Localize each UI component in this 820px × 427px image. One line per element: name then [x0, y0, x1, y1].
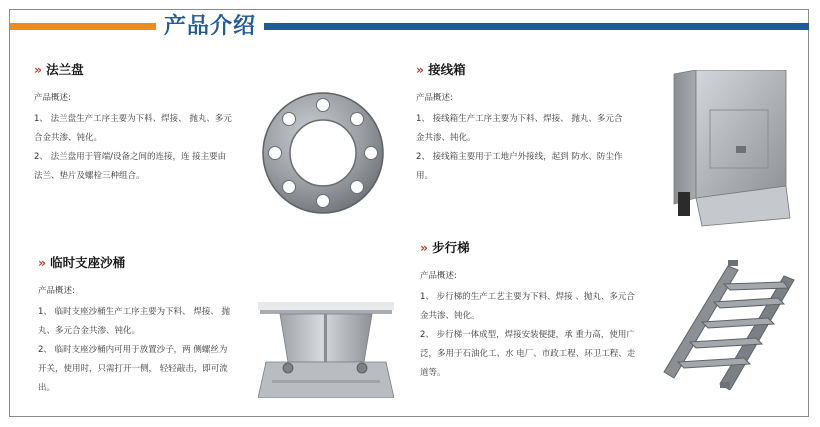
body-line: 2、 法兰盘用于管端/设备之间的连接，连 接主要由 — [34, 152, 227, 162]
section-body — [38, 303, 253, 398]
section-title: 接线箱 — [428, 62, 466, 77]
double-chevron-right-icon: » — [416, 62, 425, 77]
body-line: 1、 接线箱生产工序主要为下料、焊接、 抛丸、多元合 — [416, 114, 623, 124]
junction-box-image — [666, 70, 792, 228]
section-title: 临时支座沙桶 — [50, 255, 126, 270]
section-heading — [34, 62, 249, 78]
section-flange — [34, 62, 249, 186]
body-line: 泛，多用于石油化工、水 电厂、市政工程、环卫工程、走 — [420, 349, 636, 359]
section-heading — [420, 240, 655, 256]
section-heading — [416, 62, 651, 78]
body-line: 用。 — [416, 171, 434, 181]
body-line: 出。 — [38, 383, 56, 393]
body-line: 2、 步行梯一体成型，焊接安装便捷，承 重力高，使用广 — [420, 330, 635, 340]
body-line: 2、 临时支座沙桶内可用于放置沙子，两 侧螺丝为 — [38, 345, 228, 355]
body-line: 合金共渗、钝化。 — [34, 133, 103, 143]
document-frame — [9, 9, 809, 417]
header-bar-orange — [10, 23, 156, 30]
section-subtitle: 产品概述: — [34, 93, 71, 103]
double-chevron-right-icon: » — [38, 255, 47, 270]
section-sand-bucket — [38, 255, 253, 398]
body-line: 金共渗、钝化。 — [420, 311, 480, 321]
body-line: 开关，使用时，只需打开一侧， 轻轻敲击，即可流 — [38, 364, 228, 374]
body-line: 道等。 — [420, 368, 446, 378]
section-body — [416, 110, 651, 186]
double-chevron-right-icon: » — [34, 62, 43, 77]
double-chevron-right-icon: » — [420, 240, 429, 255]
body-line: 金共渗、钝化。 — [416, 133, 476, 143]
section-subtitle: 产品概述: — [38, 286, 75, 296]
body-line: 1、 步行梯的生产工艺主要为下料、焊接 、抛丸、多元合 — [420, 292, 635, 302]
body-line: 2、 接线箱主要用于工地户外接线，起到 防水、防尘作 — [416, 152, 623, 162]
section-subtitle: 产品概述: — [420, 271, 457, 281]
section-title: 步行梯 — [432, 240, 470, 255]
body-line: 1、 临时支座沙桶生产工序主要为下料、 焊接、 抛 — [38, 307, 231, 317]
section-subtitle: 产品概述: — [416, 93, 453, 103]
flange-image — [258, 88, 388, 218]
page-title: 产品介绍 — [163, 14, 256, 39]
sand-bucket-image — [258, 302, 394, 398]
body-line: 丸、多元合金共渗、钝化。 — [38, 326, 141, 336]
body-line: 1、 法兰盘生产工序主要为下料、焊接、 抛丸、多元 — [34, 114, 232, 124]
section-heading — [38, 255, 253, 271]
section-body — [34, 110, 249, 186]
header-bar-blue — [264, 23, 809, 30]
walkway-stair-image — [658, 260, 798, 390]
body-line: 法兰、垫片及螺栓三种组合。 — [34, 171, 145, 181]
section-junction-box — [416, 62, 651, 186]
section-body — [420, 288, 655, 383]
section-title: 法兰盘 — [46, 62, 84, 77]
section-walkway-stair — [420, 240, 655, 383]
